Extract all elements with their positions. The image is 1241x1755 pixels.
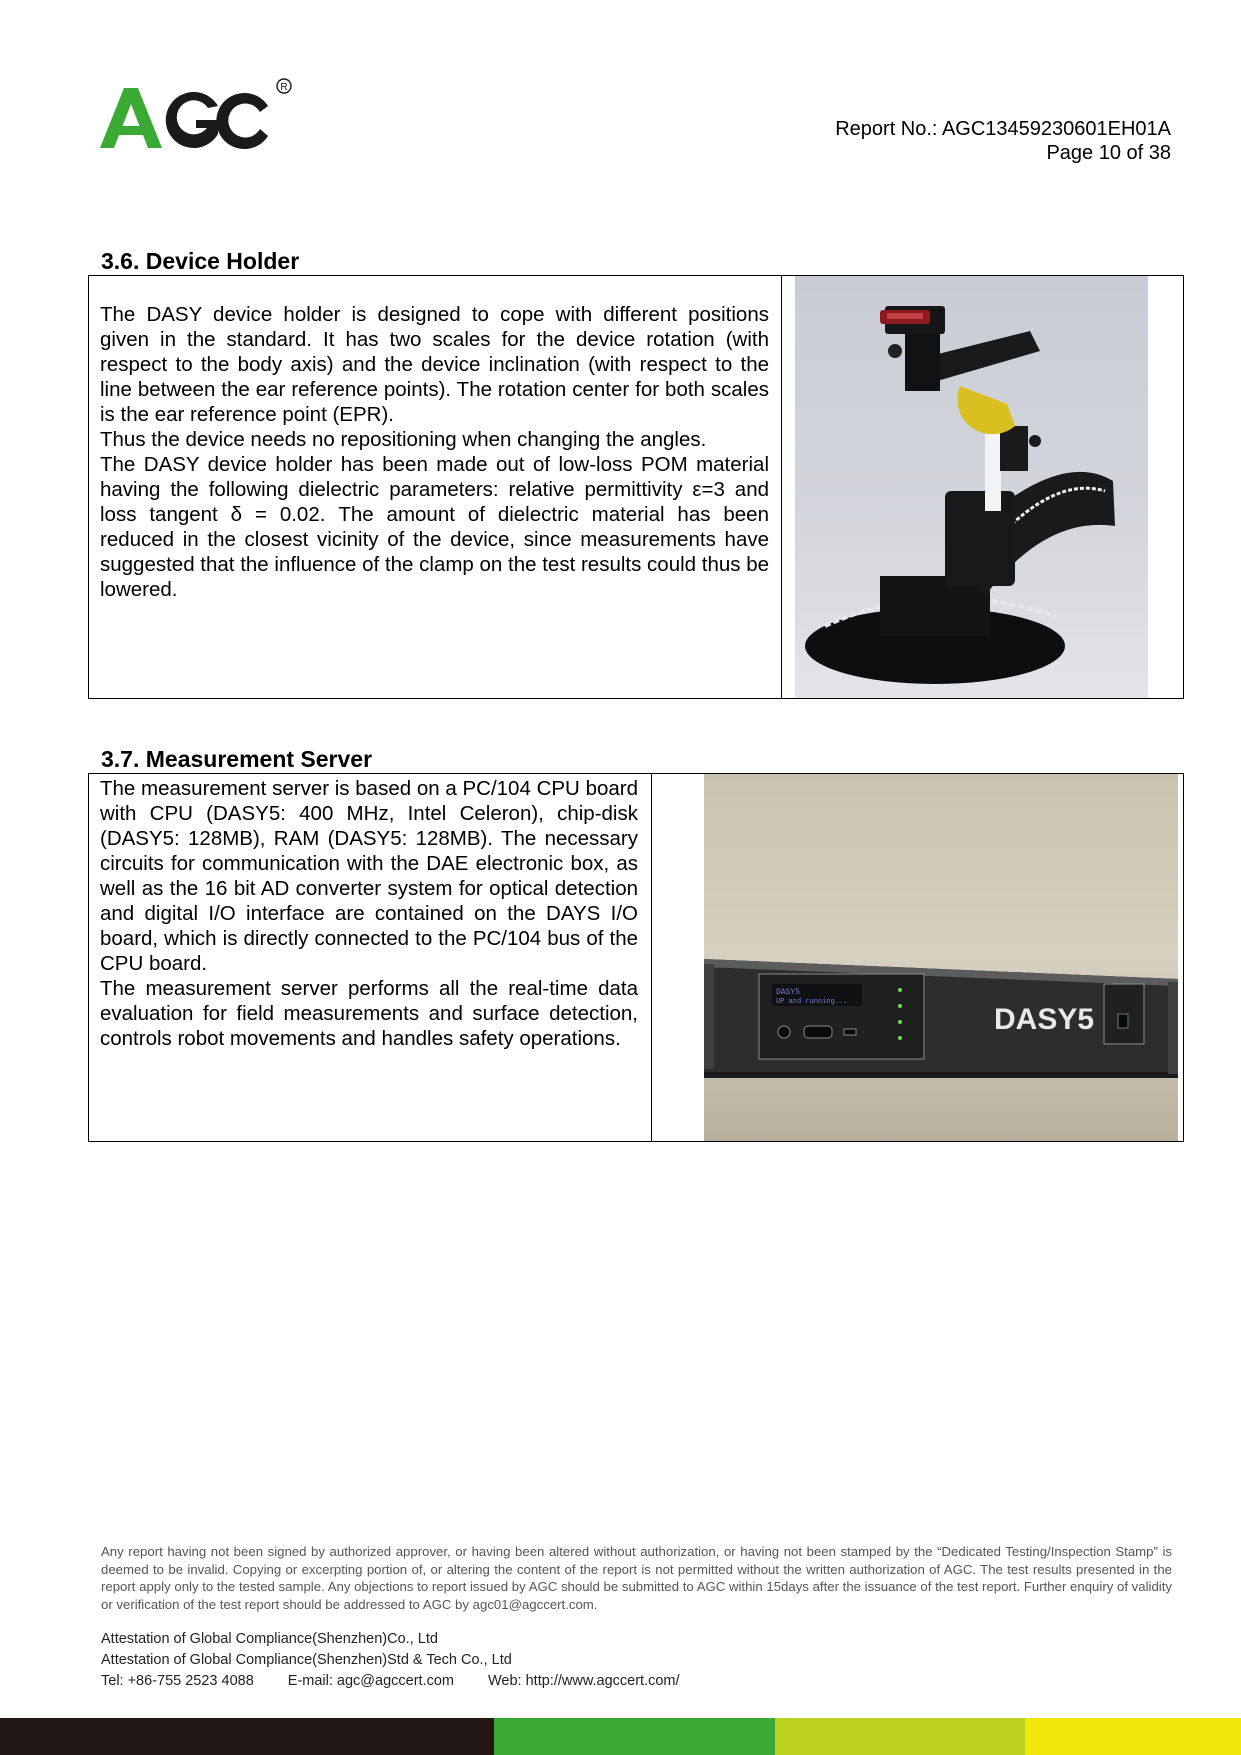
footer-bar-dark bbox=[0, 1718, 494, 1755]
measurement-server-paragraph-2: The measurement server performs all the real-time data evaluation for field measurements and surface detection, controls robot movements and handles safety operations. bbox=[100, 977, 638, 1050]
footer-web: Web: http://www.agccert.com/ bbox=[488, 1673, 680, 1689]
measurement-server-table bbox=[88, 773, 1184, 1142]
footer-bar-lime bbox=[775, 1718, 1025, 1755]
section-title-device-holder: 3.6. Device Holder bbox=[101, 248, 300, 274]
footer-bar-green bbox=[494, 1718, 775, 1755]
measurement-server-text bbox=[100, 776, 638, 1051]
report-number: Report No.: AGC13459230601EH01A bbox=[835, 118, 1171, 140]
svg-text:R: R bbox=[280, 82, 288, 93]
report-header bbox=[835, 117, 1171, 165]
server-screen-line-2: UP and running... bbox=[776, 998, 848, 1006]
device-holder-paragraph-3: The DASY device holder has been made out of low-loss POM material having the following dielectric parameters: relative permittivity ε=3 and loss tangent δ = 0.02. The amount of dielectric material has been reduced in the closest vicinity of the device, since measurements have suggested that the influence of the clamp on the test results could thus be lowered. bbox=[100, 453, 769, 601]
table-divider bbox=[781, 276, 782, 698]
measurement-server-photo bbox=[704, 774, 1178, 1141]
section-title-measurement-server: 3.7. Measurement Server bbox=[101, 746, 373, 772]
footer-company-2: Attestation of Global Compliance(Shenzhen)Std & Tech Co., Ltd bbox=[101, 1652, 512, 1668]
device-holder-photo bbox=[795, 276, 1148, 698]
device-holder-paragraph-1: The DASY device holder is designed to cope with different positions given in the standard. It has two scales for the device rotation (with respect to the body axis) and the device inclination (with respect to the line between the ear reference points). The rotation center for both scales is the ear reference point (EPR). bbox=[100, 303, 769, 426]
footer-disclaimer: Any report having not been signed by authorized approver, or having been altered without authorization, or having not been stamped by the “Dedicated Testing/Inspection Stamp” is deemed to be invalid. Copying or excerpting portion of, or altering the content of the report is not permitted without the written authorization of AGC. The test results presented in the report apply only to the tested sample. Any objections to report issued by AGC should be submitted to AGC within 15days after the issuance of the test report. Further enquiry of validity or verification of the test report should be addressed to AGC by agc01@agccert.com. bbox=[101, 1544, 1172, 1612]
dasy5-label: DASY5 bbox=[994, 1003, 1095, 1036]
device-holder-text bbox=[100, 302, 769, 602]
agc-logo bbox=[100, 76, 300, 152]
table-divider bbox=[651, 774, 652, 1141]
measurement-server-paragraph-1: The measurement server is based on a PC/104 CPU board with CPU (DASY5: 400 MHz, Intel Celeron), chip-disk (DASY5: 128MB), RAM (DASY5: 128MB). The necessary circuits for communication with the DAE electronic box, as well as the 16 bit AD converter system for optical detection and digital I/O interface are contained on the DAYS I/O board, which is directly connected to the PC/104 bus of the CPU board. bbox=[100, 777, 638, 975]
footer-company-info bbox=[101, 1629, 714, 1692]
footer-bar-yellow bbox=[1025, 1718, 1241, 1755]
page-number: Page 10 of 38 bbox=[1046, 142, 1171, 164]
device-holder-paragraph-2: Thus the device needs no repositioning when changing the angles. bbox=[100, 428, 707, 451]
footer-tel: Tel: +86-755 2523 4088 bbox=[101, 1673, 254, 1689]
server-screen-line-1: DASY5 bbox=[776, 988, 801, 997]
footer-company-1: Attestation of Global Compliance(Shenzhen)Co., Ltd bbox=[101, 1631, 438, 1647]
device-holder-table bbox=[88, 275, 1184, 699]
footer-contact bbox=[101, 1671, 714, 1692]
footer-email: E-mail: agc@agccert.com bbox=[287, 1673, 454, 1689]
